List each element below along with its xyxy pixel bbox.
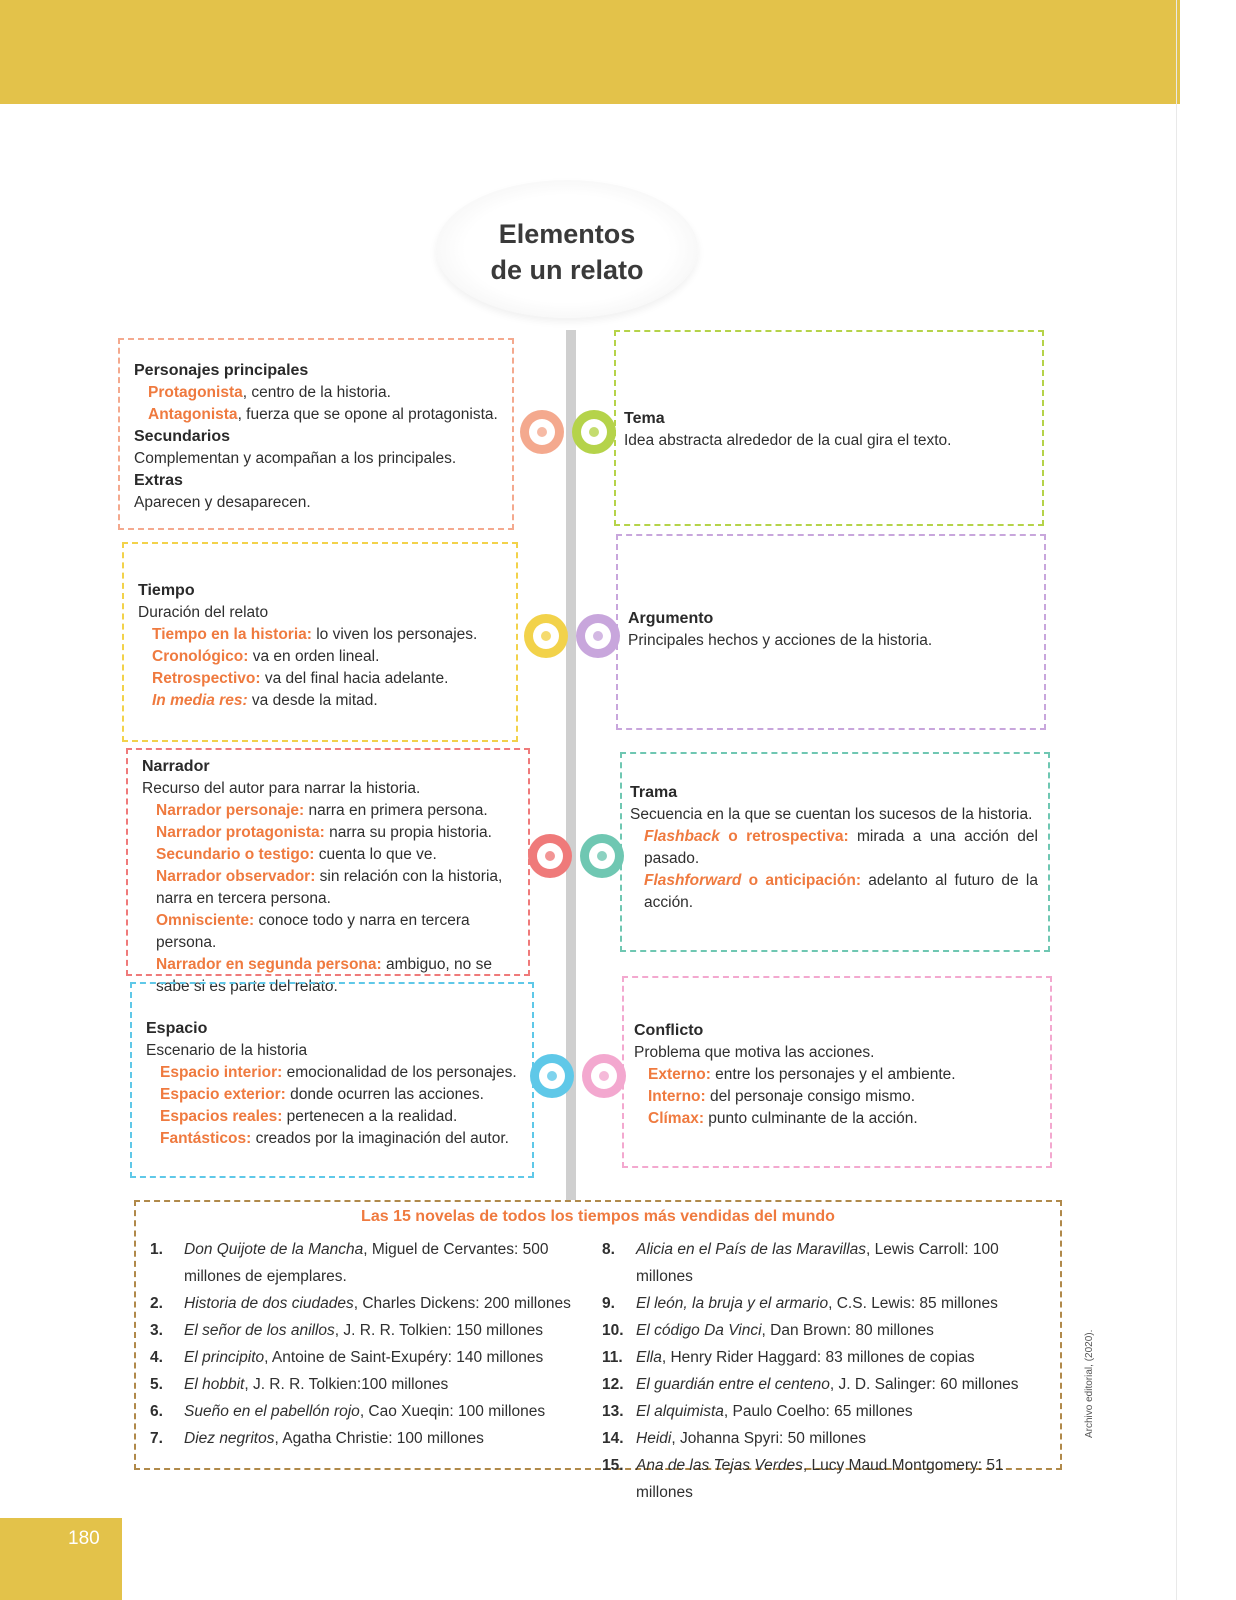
argumento-connector-dot bbox=[576, 614, 620, 658]
tema-connector-dot bbox=[572, 410, 616, 454]
list-item bbox=[602, 1236, 1052, 1290]
narrador-heading: Narrador bbox=[142, 758, 210, 775]
title-bubble bbox=[436, 180, 698, 318]
term: Narrador en segunda persona: bbox=[156, 956, 382, 973]
list-item bbox=[150, 1344, 580, 1371]
trama-box bbox=[620, 752, 1050, 952]
list-item bbox=[634, 1064, 1040, 1086]
tema-box bbox=[614, 330, 1044, 526]
book-info: , Paulo Coelho: 65 millones bbox=[723, 1403, 913, 1420]
list-item bbox=[138, 668, 506, 690]
title-line-1: Elementos bbox=[498, 219, 636, 249]
definition: del personaje consigo mismo. bbox=[705, 1088, 916, 1105]
page-number: 180 bbox=[68, 1528, 100, 1549]
term: Espacios reales: bbox=[160, 1108, 283, 1125]
conflicto-connector-dot bbox=[582, 1054, 626, 1098]
definition: punto culminante de la acción. bbox=[704, 1110, 918, 1127]
list-item bbox=[150, 1371, 580, 1398]
book-info: , Charles Dickens: 200 millones bbox=[353, 1295, 571, 1312]
rank: 12. bbox=[602, 1376, 624, 1393]
definition: va en orden lineal. bbox=[248, 648, 380, 665]
page-number-tab bbox=[0, 1518, 122, 1600]
conflicto-intro: Problema que motiva las acciones. bbox=[634, 1044, 875, 1061]
book-title: Don Quijote de la Mancha bbox=[184, 1241, 364, 1258]
definition: va desde la mitad. bbox=[247, 692, 378, 709]
extras-text: Aparecen y desaparecen. bbox=[134, 494, 311, 511]
list-item bbox=[602, 1425, 1052, 1452]
list-item bbox=[150, 1317, 580, 1344]
book-title: El código Da Vinci bbox=[636, 1322, 762, 1339]
definition: cuenta lo que ve. bbox=[314, 846, 437, 863]
book-title: El alquimista bbox=[636, 1403, 724, 1420]
book-title: Historia de dos ciudades bbox=[184, 1295, 354, 1312]
term: Fantásticos: bbox=[160, 1130, 252, 1147]
rank: 11. bbox=[602, 1349, 623, 1366]
list-item bbox=[150, 1398, 580, 1425]
rank: 15. bbox=[602, 1457, 624, 1474]
tiempo-connector-dot bbox=[524, 614, 568, 658]
protagonista-term: Protagonista bbox=[148, 384, 243, 401]
definition: entre los personajes y el ambiente. bbox=[710, 1066, 956, 1083]
definition: donde ocurren las acciones. bbox=[285, 1086, 484, 1103]
list-item bbox=[634, 1108, 1040, 1130]
tiempo-heading: Tiempo bbox=[138, 582, 195, 599]
list-item bbox=[146, 1084, 522, 1106]
list-item bbox=[142, 822, 518, 844]
list-item bbox=[602, 1344, 1052, 1371]
rank: 2. bbox=[150, 1295, 163, 1312]
book-info: , Dan Brown: 80 millones bbox=[761, 1322, 934, 1339]
book-info: , Lucy Maud Montgomery: 51 millones bbox=[636, 1457, 1004, 1501]
protagonista-line bbox=[134, 382, 502, 404]
definition: mirada a una acción del pasado. bbox=[644, 828, 1038, 867]
espacio-intro: Escenario de la historia bbox=[146, 1042, 308, 1059]
conflicto-box bbox=[622, 976, 1052, 1168]
rank: 8. bbox=[602, 1241, 615, 1258]
term: Flashforward bbox=[644, 872, 742, 889]
novels-right-column bbox=[602, 1236, 1052, 1506]
term: Retrospectivo: bbox=[152, 670, 261, 687]
secundarios-text: Complementan y acompañan a los principales. bbox=[134, 450, 457, 467]
header-band bbox=[0, 0, 1180, 104]
personajes-connector-dot bbox=[520, 410, 564, 454]
term: Flashback bbox=[644, 828, 720, 845]
term: Omnisciente: bbox=[156, 912, 255, 929]
list-item bbox=[138, 624, 506, 646]
book-title: El principito bbox=[184, 1349, 265, 1366]
rank: 5. bbox=[150, 1376, 163, 1393]
list-item bbox=[138, 690, 506, 712]
list-item bbox=[602, 1371, 1052, 1398]
page-edge bbox=[1176, 0, 1177, 1600]
book-info: , C.S. Lewis: 85 millones bbox=[828, 1295, 998, 1312]
term: In media res: bbox=[152, 692, 248, 709]
definition: pertenecen a la realidad. bbox=[282, 1108, 458, 1125]
definition: sin relación con la historia, narra en tercera persona. bbox=[156, 868, 503, 907]
rank: 3. bbox=[150, 1322, 163, 1339]
book-title: El hobbit bbox=[184, 1376, 245, 1393]
rank: 4. bbox=[150, 1349, 163, 1366]
personajes-box bbox=[118, 338, 514, 530]
list-item bbox=[142, 910, 518, 954]
list-item bbox=[150, 1290, 580, 1317]
tiempo-box bbox=[122, 542, 518, 742]
protagonista-text: , centro de la historia. bbox=[242, 384, 391, 401]
definition: va del final hacia adelante. bbox=[260, 670, 449, 687]
title-line-2: de un relato bbox=[490, 255, 644, 285]
list-item bbox=[142, 866, 518, 910]
book-info: , Cao Xueqin: 100 millones bbox=[359, 1403, 546, 1420]
rank: 6. bbox=[150, 1403, 163, 1420]
term: Espacio interior: bbox=[160, 1064, 283, 1081]
book-info: , Antoine de Saint-Exupéry: 140 millones bbox=[264, 1349, 544, 1366]
trama-intro: Secuencia en la que se cuentan los sucesos de la historia. bbox=[630, 806, 1033, 823]
definition: lo viven los personajes. bbox=[311, 626, 478, 643]
novels-title: Las 15 novelas de todos los tiempos más vendidas del mundo bbox=[361, 1208, 835, 1225]
rank: 10. bbox=[602, 1322, 624, 1339]
list-item bbox=[602, 1317, 1052, 1344]
tema-text: Idea abstracta alrededor de la cual gira el texto. bbox=[624, 432, 952, 449]
book-title: Sueño en el pabellón rojo bbox=[184, 1403, 360, 1420]
term: Externo: bbox=[648, 1066, 711, 1083]
espacio-box bbox=[130, 982, 534, 1178]
book-title: El señor de los anillos bbox=[184, 1322, 335, 1339]
term-suffix: o anticipación: bbox=[741, 872, 861, 889]
list-item bbox=[150, 1236, 580, 1290]
book-info: , J. R. R. Tolkien: 150 millones bbox=[334, 1322, 543, 1339]
book-title: Diez negritos bbox=[184, 1430, 275, 1447]
book-info: , Agatha Christie: 100 millones bbox=[274, 1430, 484, 1447]
list-item bbox=[150, 1425, 580, 1452]
definition: creados por la imaginación del autor. bbox=[251, 1130, 509, 1147]
term: Tiempo en la historia: bbox=[152, 626, 312, 643]
espacio-heading: Espacio bbox=[146, 1020, 208, 1037]
term: Secundario o testigo: bbox=[156, 846, 315, 863]
book-title: Ella bbox=[636, 1349, 662, 1366]
term-suffix: o retrospectiva: bbox=[719, 828, 849, 845]
antagonista-term: Antagonista bbox=[148, 406, 238, 423]
rank: 1. bbox=[150, 1241, 163, 1258]
narrador-box bbox=[126, 748, 530, 995]
list-item bbox=[146, 1128, 522, 1150]
book-title: El león, la bruja y el armario bbox=[636, 1295, 829, 1312]
list-item bbox=[146, 1062, 522, 1084]
trama-heading: Trama bbox=[630, 784, 678, 801]
term: Cronológico: bbox=[152, 648, 249, 665]
term: Narrador personaje: bbox=[156, 802, 305, 819]
argumento-heading: Argumento bbox=[628, 610, 714, 627]
rank: 13. bbox=[602, 1403, 624, 1420]
extras-heading: Extras bbox=[134, 472, 183, 489]
antagonista-line bbox=[134, 404, 502, 426]
trama-connector-dot bbox=[580, 834, 624, 878]
list-item bbox=[630, 826, 1038, 870]
book-title: Heidi bbox=[636, 1430, 672, 1447]
definition: emocionalidad de los personajes. bbox=[282, 1064, 517, 1081]
personajes-heading: Personajes principales bbox=[134, 362, 309, 379]
list-item bbox=[602, 1398, 1052, 1425]
book-title: Alicia en el País de las Maravillas bbox=[636, 1241, 867, 1258]
list-item bbox=[142, 844, 518, 866]
novels-left-column bbox=[150, 1236, 580, 1452]
rank: 7. bbox=[150, 1430, 163, 1447]
book-info: , Johanna Spyri: 50 millones bbox=[671, 1430, 867, 1447]
narrador-intro: Recurso del autor para narrar la historia. bbox=[142, 780, 421, 797]
tema-heading: Tema bbox=[624, 410, 665, 427]
rank: 14. bbox=[602, 1430, 624, 1447]
term: Espacio exterior: bbox=[160, 1086, 286, 1103]
book-info: , J. D. Salinger: 60 millones bbox=[829, 1376, 1019, 1393]
definition: adelanto al futuro de la acción. bbox=[644, 872, 1038, 911]
book-title: Ana de las Tejas Verdes bbox=[636, 1457, 803, 1474]
conflicto-heading: Conflicto bbox=[634, 1022, 704, 1039]
argumento-text: Principales hechos y acciones de la historia. bbox=[628, 632, 933, 649]
book-info: , Miguel de Cervantes: 500 millones de ejemplares. bbox=[184, 1241, 549, 1285]
definition: ambiguo, no se sabe si es parte del relato. bbox=[156, 956, 492, 995]
list-item bbox=[138, 646, 506, 668]
definition: conoce todo y narra en tercera persona. bbox=[156, 912, 470, 951]
book-title: El guardián entre el centeno bbox=[636, 1376, 830, 1393]
term: Clímax: bbox=[648, 1110, 704, 1127]
novels-box bbox=[134, 1200, 1062, 1501]
definition: narra en primera persona. bbox=[304, 802, 488, 819]
tiempo-intro: Duración del relato bbox=[138, 604, 269, 621]
list-item bbox=[602, 1290, 1052, 1317]
definition: narra su propia historia. bbox=[324, 824, 492, 841]
term: Narrador protagonista: bbox=[156, 824, 325, 841]
list-item bbox=[630, 870, 1038, 914]
antagonista-text: , fuerza que se opone al protagonista. bbox=[237, 406, 498, 423]
espacio-connector-dot bbox=[530, 1054, 574, 1098]
list-item bbox=[142, 800, 518, 822]
narrador-connector-dot bbox=[528, 834, 572, 878]
book-info: , J. R. R. Tolkien:100 millones bbox=[244, 1376, 449, 1393]
list-item bbox=[146, 1106, 522, 1128]
term: Interno: bbox=[648, 1088, 706, 1105]
rank: 9. bbox=[602, 1295, 615, 1312]
image-credit: Archivo editorial, (2020). bbox=[1084, 1329, 1095, 1438]
term: Narrador observador: bbox=[156, 868, 316, 885]
book-info: , Lewis Carroll: 100 millones bbox=[636, 1241, 999, 1285]
secundarios-heading: Secundarios bbox=[134, 428, 231, 445]
list-item bbox=[602, 1452, 1052, 1506]
page-title bbox=[436, 216, 698, 288]
book-info: , Henry Rider Haggard: 83 millones de copias bbox=[661, 1349, 975, 1366]
list-item bbox=[634, 1086, 1040, 1108]
argumento-box bbox=[616, 534, 1046, 730]
